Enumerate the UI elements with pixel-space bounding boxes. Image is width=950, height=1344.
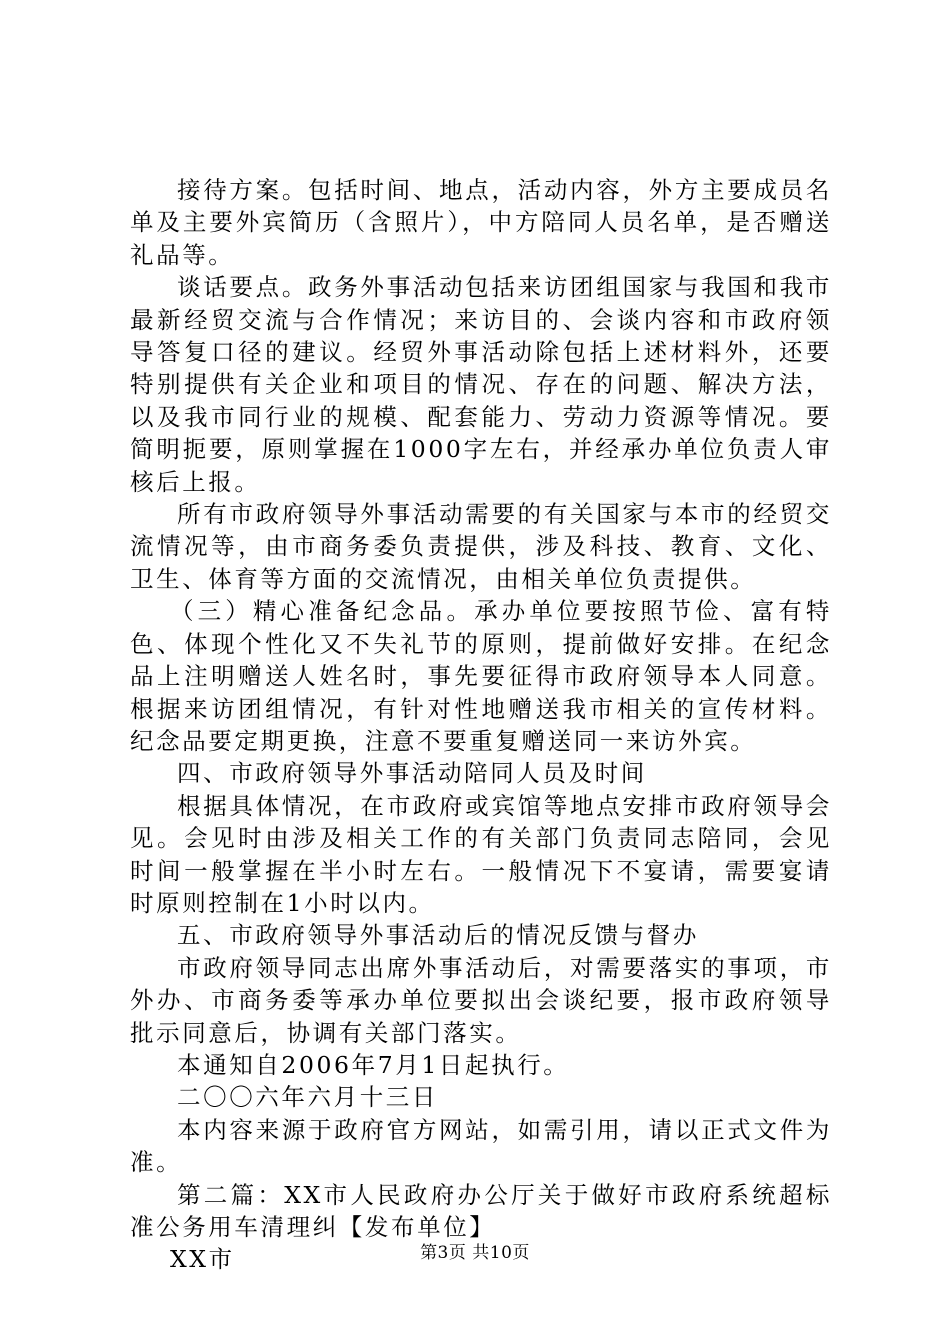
paragraph-feedback: 市政府领导同志出席外事活动后，对需要落实的事项，市外办、市商务委等承办单位要拟出会谈纪要，报市政府领导批示同意后，协调有关部门落实。 <box>130 953 832 1047</box>
paragraph-meeting: 根据具体情况，在市政府或宾馆等地点安排市政府领导会见。会见时由涉及相关工作的有关部门负责同志陪同，会见时间一般掌握在半小时左右。一般情况下不宴请，需要宴请时原则控制在1小时以内。 <box>130 791 832 917</box>
paragraph-reception-plan: 接待方案。包括时间、地点，活动内容，外方主要成员名单及主要外宾简历（含照片），中方陪同人员名单，是否赠送礼品等。 <box>130 176 832 269</box>
paragraph-city: XX市 <box>169 1245 235 1274</box>
page-footer: 第3页 共10页 <box>420 1243 530 1263</box>
paragraph-effective-date: 本通知自2006年7月1日起执行。 <box>177 1050 570 1079</box>
paragraph-talking-points: 谈话要点。政务外事活动包括来访团组国家与我国和我市最新经贸交流与合作情况；来访目的、会谈内容和市政府领导答复口径的建议。经贸外事活动除包括上述材料外，还要特别提供有关企业和项目的情况、存在的问题、解决方法，以及我市同行业的规模、配套能力、劳动力资源等情况。要简明扼要，原则掌握在1000字左右，并经承办单位负责人审核后上报。 <box>130 273 832 496</box>
paragraph-souvenirs: （三）精心准备纪念品。承办单位要按照节俭、富有特色、体现个性化又不失礼节的原则，提前做好安排。在纪念品上注明赠送人姓名时，事先要征得市政府领导本人同意。根据来访团组情况，有针对性地赠送我市相关的宣传材料。纪念品要定期更换，注意不要重复赠送同一来访外宾。 <box>130 597 832 755</box>
paragraph-issue-date: 二〇〇六年六月十三日 <box>177 1083 438 1112</box>
section-heading-4: 四、市政府领导外事活动陪同人员及时间 <box>177 759 647 788</box>
paragraph-source-note: 本内容来源于政府官方网站，如需引用，请以正式文件为准。 <box>130 1115 832 1177</box>
document-body <box>130 174 832 1276</box>
paragraph-trade-info: 所有市政府领导外事活动需要的有关国家与本市的经贸交流情况等，由市商务委负责提供，涉及科技、教育、文化、卫生、体育等方面的交流情况，由相关单位负责提供。 <box>130 500 832 593</box>
section-heading-5: 五、市政府领导外事活动后的情况反馈与督办 <box>177 921 699 950</box>
paragraph-second-article-title: 第二篇：XX市人民政府办公厅关于做好市政府系统超标准公务用车清理纠【发布单位】 <box>130 1180 832 1241</box>
